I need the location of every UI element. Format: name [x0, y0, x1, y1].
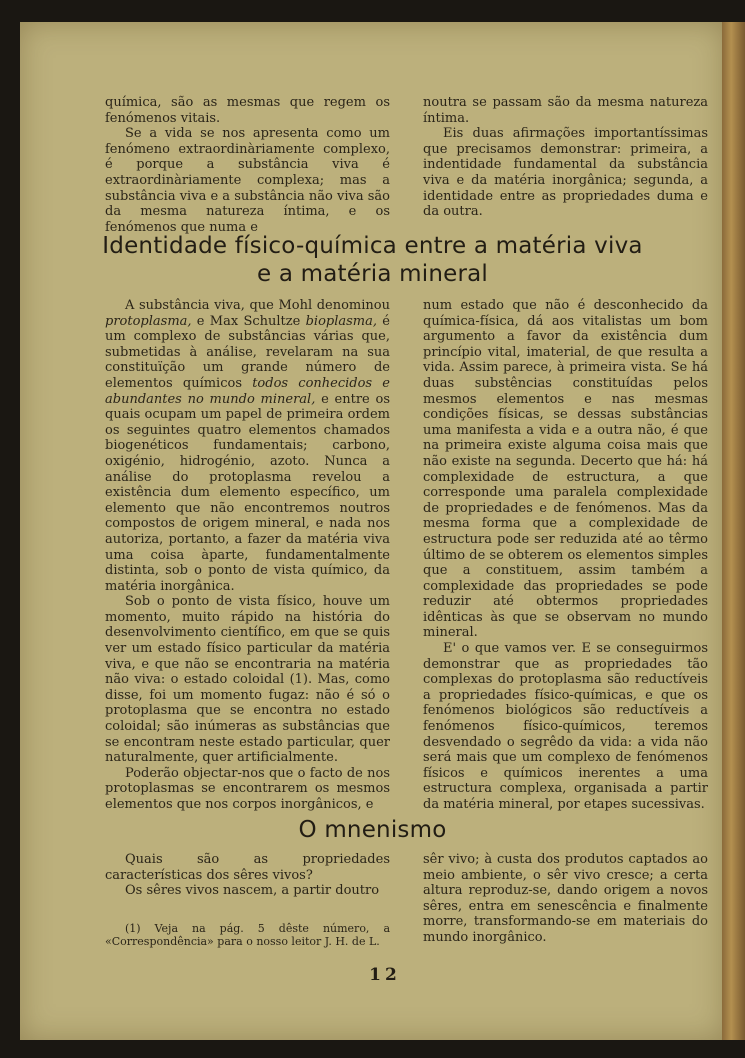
section-title	[20, 232, 725, 288]
paragraph: Quais são as propriedades características dos sêres vivos?	[105, 852, 390, 883]
section-title: O mnenismo	[298, 817, 447, 843]
paragraph: Poderão objectar-nos que o facto de nos protoplasmas se encontrarem os mesmos elementos que nos corpos inorgânicos, e	[105, 765, 390, 812]
paragraph: sêr vivo; à custa dos produtos captados ao meio ambiente, o sêr vivo cresce; a certa altura reproduz-se, dando origem a novos sêres, entra em senescência e finalmente morre, transformando-se em materiais do mundo inorgânico.	[423, 852, 708, 945]
top-left-column	[105, 95, 390, 235]
section2-left-column	[105, 852, 390, 899]
section1-right-column	[423, 298, 708, 813]
paragraph: Eis duas afirmações importantíssimas que precisamos demonstrar: primeira, a indentidade fundamental da substância viva e da matéria inorgânica; segunda, a identidade entre as propriedades duma e da outra.	[423, 126, 708, 220]
paragraph: noutra se passam são da mesma natureza íntima.	[423, 95, 708, 126]
paragraph: Os sêres vivos nascem, a partir doutro	[125, 883, 380, 899]
footnote: (1) Veja na pág. 5 dêste número, a «Correspondência» para o nosso leitor J. H. de L.	[105, 922, 390, 948]
paragraph: E' o que vamos ver. E se conseguirmos demonstrar que as propriedades tão complexas do protoplasma são reductíveis a propriedades físico-químicas, e que os fenómenos biológicos são reductíveis a fenómenos físico-químicos, teremos desvendado o segrêdo da vida: a vida não será mais que um complexo de fenómenos físicos e químicos inerentes a uma estructura complexa, organisada a partir da matéria mineral, por etapes sucessivas.	[423, 641, 708, 812]
section-title-line: e a matéria mineral	[256, 261, 489, 287]
section2-right-column	[423, 852, 708, 946]
section1-left-column	[105, 298, 390, 813]
paragraph: química, são as mesmas que regem os fenómenos vitais.	[105, 95, 390, 126]
page-number: 12	[369, 965, 401, 985]
paragraph: Se a vida se nos apresenta como um fenómeno extraordinàriamente complexo, é porque a substância viva é extraordinàriamente complexa; mas a substância viva e a substância não viva são da mesma natureza íntima, e os fenómenos que numa e	[105, 126, 390, 235]
paragraph: A substância viva, que Mohl denominou protoplasma, e Max Schultze bioplasma, é um complexo de substâncias várias que, submetidas à análise, revelaram na sua constituïção um grande número de elementos químicos todos conhecidos e abundantes no mundo mineral, e entre os quais ocupam um papel de primeira ordem os seguintes quatro elementos chamados biogenéticos fundamentais; carbono, oxigénio, hidrogénio, azoto. Nunca a análise do protoplasma revelou a existência dum elemento específico, um elemento que não encontremos noutros compostos de origem mineral, e nada nos autoriza, portanto, a fazer da matéria viva uma coisa àparte, fundamentalmente distinta, sob o ponto de vista químico, da matéria inorgânica.	[105, 298, 390, 594]
top-right-column	[423, 95, 708, 220]
paragraph: Sob o ponto de vista físico, houve um momento, muito rápido na história do desenvolvimento científico, em que se quis ver um estado físico particular da matéria viva, e que não se encontraria na matéria não viva: o estado coloidal (1). Mas, como disse, foi um momento fugaz: não é só o protoplasma que se encontra no estado coloidal; são inúmeras as substâncias que se encontram neste estado particular, quer naturalmente, quer artificialmente.	[105, 594, 390, 766]
paragraph: num estado que não é desconhecido da química-física, dá aos vitalistas um bom argumento a favor da existência dum princípio vital, imaterial, de que resulta a vida. Assim parece, à primeira vista. Se há duas substências constituídas pelos mesmos elementos e nas mesmas condições físicas, se dessas substâncias uma manifesta a vida e a outra não, é que na primeira existe alguma coisa mais que não existe na segunda. Decerto que há: há complexidade de estructura, a que corresponde uma paralela complexidade de propriedades e de fenómenos. Mas da mesma forma que a complexidade de estructura pode ser reduzida até ao têrmo último de se obterem os elementos simples que a constituem, assim também a complexidade das propriedades se pode reduzir até obtermos propriedades idênticas às que se observam no mundo mineral.	[423, 298, 708, 641]
book-spine	[722, 22, 745, 1040]
section-title-line: Identidade físico-química entre a matéria viva	[102, 233, 643, 259]
